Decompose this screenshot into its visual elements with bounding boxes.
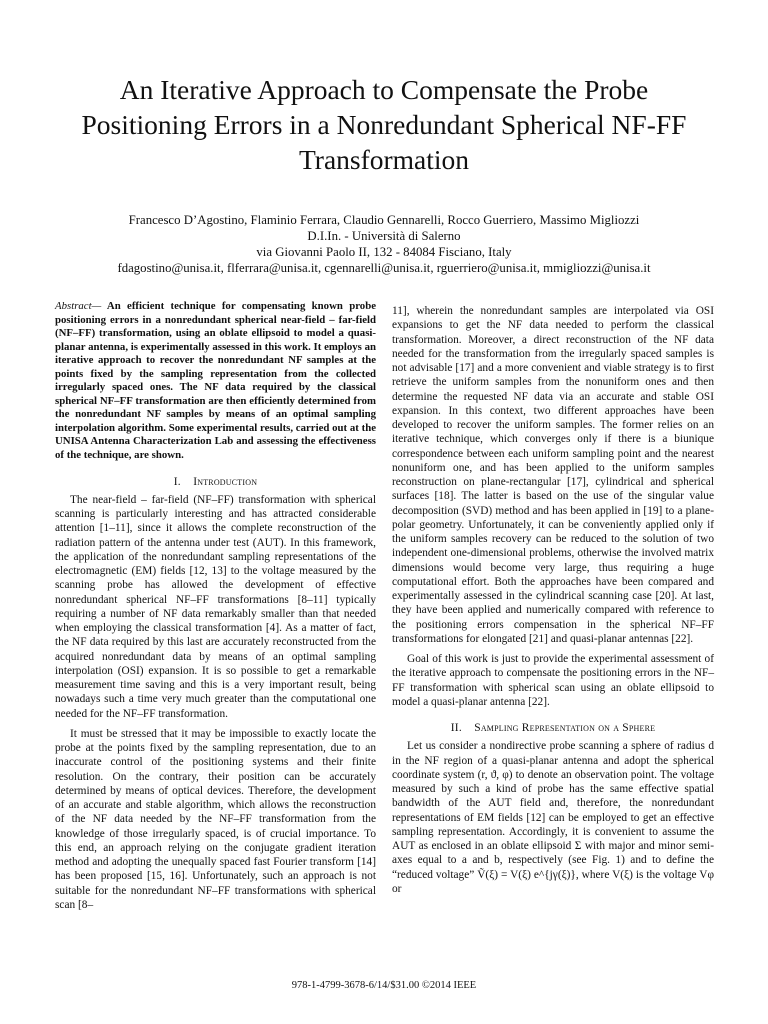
section-title: Sampling Representation on a Sphere xyxy=(474,722,656,734)
section-number: II. xyxy=(450,722,462,734)
right-column xyxy=(392,304,714,896)
section-heading-introduction xyxy=(55,475,376,489)
author-list: Francesco D’Agostino, Flaminio Ferrara, Claudio Gennarelli, Rocco Guerriero, Massimo Migliozzi xyxy=(128,213,640,227)
section-number: I. xyxy=(173,475,181,488)
abstract xyxy=(55,300,376,463)
abstract-text: An efficient technique for compensating known probe positioning errors in a nonredundant spherical near-field – far-field (NF–FF) transformation, using an oblate ellipsoid to model a quasi-planar antenna, is experimentally assessed in this work. It employs an iterative approach to recover the nonredundant NF samples at the points fixed by the sampling representation from the collected irregularly spaced ones. The NF data required by the classical spherical NF–FF transformation are then efficiently determined from the nonredundant NF samples by means of an optimal sampling interpolation algorithm. Some experimental results, carried out at the UNISA Antenna Characterization Lab and assessing the effectiveness of the technique, are shown. xyxy=(55,300,376,462)
paragraph: Goal of this work is just to provide the experimental assessment of the iterative approach to compensate the positioning errors in the NF–FF transformation with spherical scan using an oblate ellipsoid to model a quasi-planar antenna [22]. xyxy=(392,653,714,708)
copyright-footer: 978-1-4799-3678-6/14/$31.00 ©2014 IEEE xyxy=(291,980,477,991)
left-column xyxy=(55,300,376,912)
email-list: fdagostino@unisa.it, flferrara@unisa.it, cgennarelli@unisa.it, rguerriero@unisa.it, mmigliozzi@unisa.it xyxy=(117,261,651,275)
author-block xyxy=(60,212,708,276)
abstract-label: Abstract— xyxy=(55,300,102,312)
paragraph: It must be stressed that it may be impossible to exactly locate the probe at the points fixed by the sampling representation, due to an inaccurate control of the positioning systems and their finite resolution. On the contrary, their position can be accurately determined by means of optical devices. Therefore, the development of an accurate and stable algorithm, which allows the reconstruction of the NF data needed by the NF–FF transformation from the knowledge of those irregularly spaced, is of crucial importance. To this end, an approach relying on the conjugate gradient iteration method and adopting the unequally spaced fast Fourier transform [14] has been proposed [15, 16]. Unfortunately, such an approach is not suitable for the nonredundant NF–FF transformations with spherical scan [8– xyxy=(55,727,376,911)
paper-title: An Iterative Approach to Compensate the Probe Positioning Errors in a Nonredundant Spherical NF-FF Transformation xyxy=(81,74,687,175)
section-title: Introduction xyxy=(193,475,258,488)
paragraph: The near-field – far-field (NF–FF) transformation with spherical scanning is particularly interesting and has attracted considerable attention [1–11], since it allows the complete reconstruction of the radiation pattern of the antenna under test (AUT). In this framework, the application of the nonredundant sampling representations of the electromagnetic (EM) fields [12, 13] to the voltage measured by the scanning probe has allowed the development of effective nonredundant spherical NF–FF transformations [8–11] typically requiring a number of NF data remarkably smaller than that needed when employing the classical transformation [4]. As a matter of fact, the NF data required by this last are accurately reconstructed from the acquired nonredundant data by means of an optimal sampling interpolation (OSI) expansion. It is so possible to get a remarkable measurement time saving and this is a very important result, being nowadays such a time very much greater than the computational one needed for the NF–FF transformation. xyxy=(55,493,376,720)
affiliation: D.I.In. - Università di Salerno xyxy=(307,229,461,243)
paragraph: Let us consider a nondirective probe scanning a sphere of radius d in the NF region of a quasi-planar antenna and adopt the spherical coordinate system (r, ϑ, φ) to denote an observation point. The voltage measured by such a kind of probe has the same effective spatial bandwidth of the AUT field and, therefore, the nonredundant representations of EM fields [12] can be employed to get an effective sampling representation. Accordingly, it is convenient to assume the AUT as enclosed in an oblate ellipsoid Σ with major and minor semi-axes equal to a and b, respectively (see Fig. 1) and to define the “reduced voltage” Ṽ(ξ) = V(ξ) e^{jγ(ξ)}, where V(ξ) is the voltage Vφ or xyxy=(392,740,714,895)
address: via Giovanni Paolo II, 132 - 84084 Fisciano, Italy xyxy=(256,245,512,259)
paragraph: 11], wherein the nonredundant samples are interpolated via OSI expansions to get the NF data needed to perform the classical transformation. Moreover, a direct reconstruction of the NF data needed for the transformation from the irregularly spaced samples is not advisable [17] and a more convenient and viable strategy is to first retrieve the uniform samples from the nonuniform ones and then determine the requested NF data via an accurate and stable OSI expansion. In this context, two different approaches have been developed to recover the uniform samples. The former relies on an iterative technique, which converges only if there is a biunique correspondence between each uniform sampling point and the nearest nonuniform one, and has been applied to the uniform samples reconstruction on plane-rectangular [17], cylindrical and spherical surfaces [18]. The latter is based on the use of the singular value decomposition (SVD) method and has been applied in [19] to a plane-polar geometry. Unfortunately, it can be conveniently applied only if the uniform samples recovery can be reduced to the solution of two independent one-dimensional problems, otherwise the involved matrix dimensions would become very large, thus requiring a huge computational effort. Both the approaches have been compared and experimentally assessed in the cylindrical scanning case [20]. At last, they have been applied and numerically compared with reference to the positioning errors compensation in the spherical NF–FF transformations for elongated [21] and quasi-planar antennas [22]. xyxy=(392,305,714,645)
section-heading-sampling xyxy=(392,721,714,735)
